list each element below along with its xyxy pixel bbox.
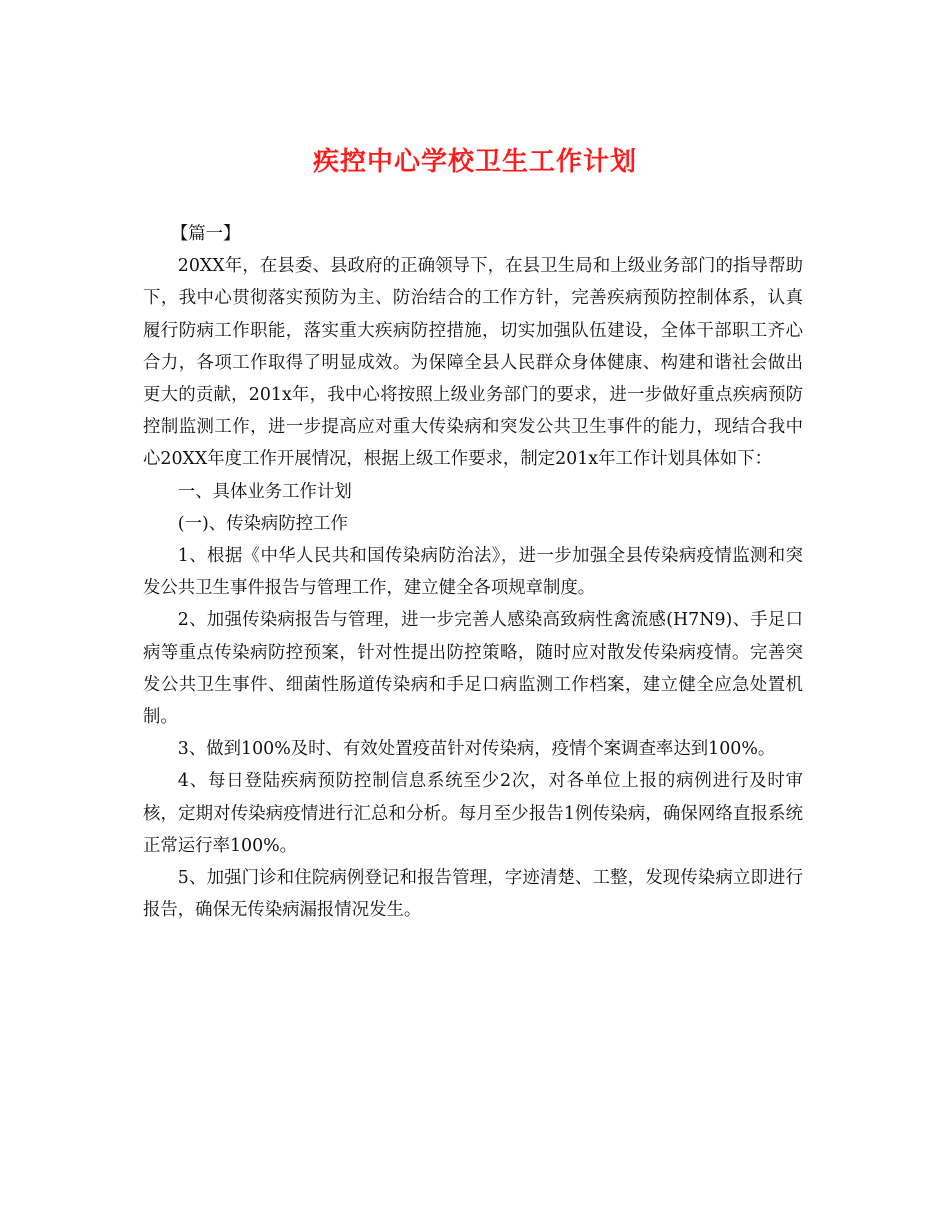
subsection-heading: (一)、传染病防控工作 (177, 513, 348, 534)
section-label: 【篇一】 (170, 224, 241, 244)
section-heading: 一、具体业务工作计划 (177, 481, 352, 502)
list-item: 5、加强门诊和住院病例登记和报告管理，字迹清楚、工整，发现传染病立即进行报告，确保无传染病漏报情况发生。 (143, 868, 803, 921)
list-item: 3、做到100%及时、有效处置疫苗针对传染病，疫情个案调查率达到100%。 (177, 739, 776, 760)
list-item: 2、加强传染病报告与管理，进一步完善人感染高致病性禽流感(H7N9)、手足口病等重点传染病防控预案，针对性提出防控策略，随时应对散发传染病疫情。完善突发公共卫生事件、细菌性肠道传染病和手足口病监测工作档案，建立健全应急处置机制。 (143, 610, 803, 728)
list-item: 1、根据《中华人民共和国传染病防治法》，进一步加强全县传染病疫情监测和突发公共卫生事件报告与管理工作，建立健全各项规章制度。 (143, 546, 803, 599)
intro-paragraph: 20XX年，在县委、县政府的正确领导下，在县卫生局和上级业务部门的指导帮助下，我中心贯彻落实预防为主、防治结合的工作方针，完善疾病预防控制体系，认真履行防病工作职能，落实重大疾病防控措施，切实加强队伍建设，全体干部职工齐心合力，各项工作取得了明显成效。为保障全县人民群众身体健康、构建和谐社会做出更大的贡献，201x年，我中心将按照上级业务部门的要求，进一步做好重点疾病预防控制监测工作，进一步提高应对重大传染病和突发公共卫生事件的能力，现结合我中心20XX年度工作开展情况，根据上级工作要求，制定201x年工作计划具体如下： (143, 256, 803, 470)
document-body (143, 218, 803, 926)
document-title: 疾控中心学校卫生工作计划 (312, 147, 637, 177)
list-item: 4、每日登陆疾病预防控制信息系统至少2次，对各单位上报的病例进行及时审核，定期对传染病疫情进行汇总和分析。每月至少报告1例传染病，确保网络直报系统正常运行率100%。 (143, 771, 803, 856)
